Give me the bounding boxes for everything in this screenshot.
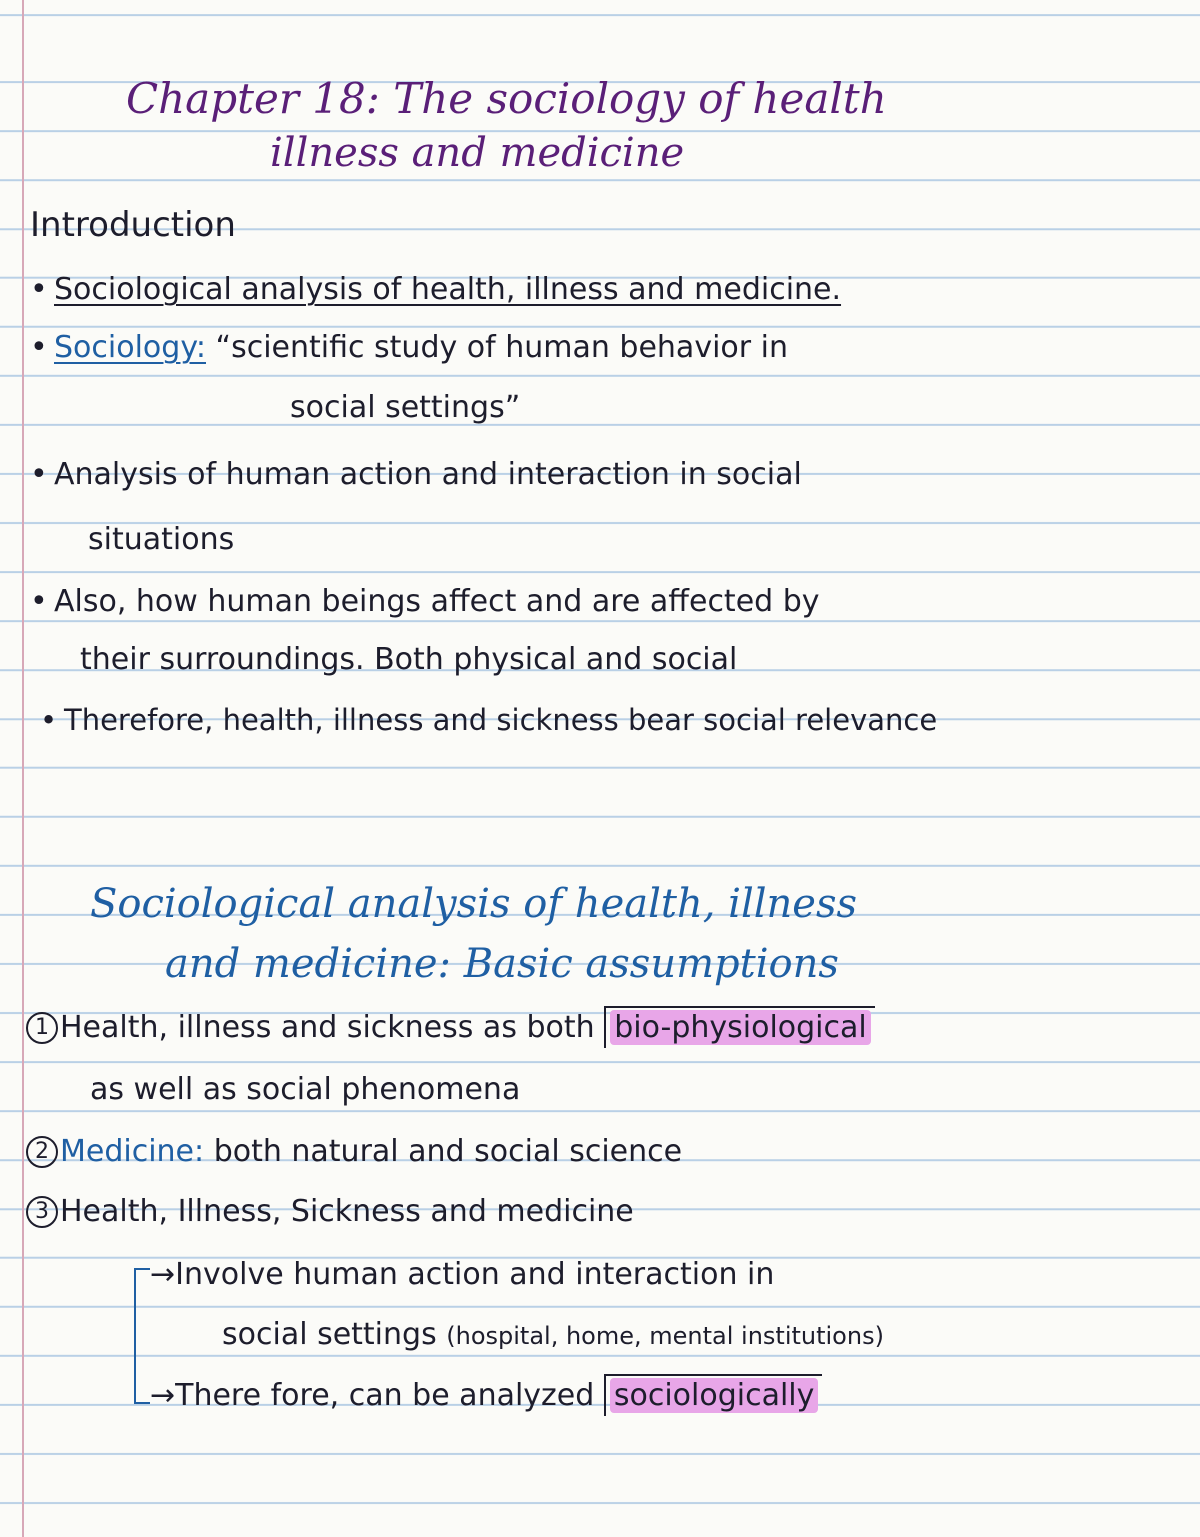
- bullet-icon: •: [30, 272, 48, 307]
- intro-bullet-2: [30, 328, 788, 368]
- sociology-definition: “scientific study of human behavior in: [215, 330, 788, 365]
- intro-bullet-3-cont: situations: [88, 522, 235, 557]
- assumptions-heading-line2: and medicine: Basic assumptions: [165, 941, 839, 987]
- assumption-item-3: [26, 1192, 634, 1232]
- intro-bullet-5-text: Therefore, health, illness and sickness bear social relevance: [64, 703, 938, 737]
- assumption-item-3-text: Health, Illness, Sickness and medicine: [60, 1194, 634, 1229]
- introduction-heading: Introduction: [30, 205, 236, 245]
- intro-bullet-2-cont: social settings”: [290, 390, 521, 425]
- intro-bullet-3: [30, 455, 802, 495]
- sub-point-2: [150, 1374, 822, 1416]
- chapter-title-line1: Chapter 18: The sociology of health: [126, 74, 887, 123]
- intro-bullet-1-text: Sociological analysis of health, illness and medicine.: [54, 272, 842, 307]
- circled-number-1: 1: [26, 1012, 58, 1044]
- intro-bullet-4-cont: their surroundings. Both physical and social: [80, 642, 738, 677]
- highlight-bracket: [604, 1006, 875, 1048]
- assumption-item-1-text: Health, illness and sickness as both: [60, 1010, 595, 1045]
- sub-point-2-text: →There fore, can be analyzed: [150, 1378, 595, 1413]
- bullet-icon: •: [40, 703, 58, 737]
- sociologically-highlight: sociologically: [610, 1378, 819, 1413]
- settings-examples: (hospital, home, mental institutions): [446, 1322, 884, 1350]
- sociology-term: Sociology:: [54, 330, 206, 365]
- circled-number-2: 2: [26, 1136, 58, 1168]
- sub-point-1: →Involve human action and interaction in: [150, 1257, 775, 1292]
- assumption-item-2-text: both natural and social science: [213, 1134, 683, 1169]
- bullet-icon: •: [30, 457, 48, 492]
- bullet-icon: •: [30, 330, 48, 365]
- chapter-title-line2: illness and medicine: [270, 130, 685, 176]
- intro-bullet-5: [40, 700, 937, 740]
- sub-point-1-cont: [222, 1315, 884, 1356]
- intro-bullet-4-text: Also, how human beings affect and are affected by: [54, 584, 820, 619]
- intro-bullet-4: [30, 582, 820, 622]
- circled-number-3: 3: [26, 1196, 58, 1228]
- intro-bullet-1: [30, 270, 841, 310]
- assumption-item-1: [26, 1006, 875, 1048]
- sub-point-1-cont-text: social settings: [222, 1317, 437, 1352]
- bullet-icon: •: [30, 584, 48, 619]
- highlight-bracket: [604, 1374, 823, 1416]
- medicine-term: Medicine:: [60, 1134, 205, 1169]
- assumption-item-2: [26, 1132, 682, 1172]
- assumptions-heading-line1: Sociological analysis of health, illness: [90, 881, 858, 927]
- margin-line: [22, 0, 24, 1537]
- assumption-item-1-cont: as well as social phenomena: [90, 1072, 521, 1107]
- bio-physiological-highlight: bio-physiological: [610, 1010, 871, 1045]
- intro-bullet-3-text: Analysis of human action and interaction in social: [54, 457, 802, 492]
- connector-bracket: [134, 1268, 150, 1404]
